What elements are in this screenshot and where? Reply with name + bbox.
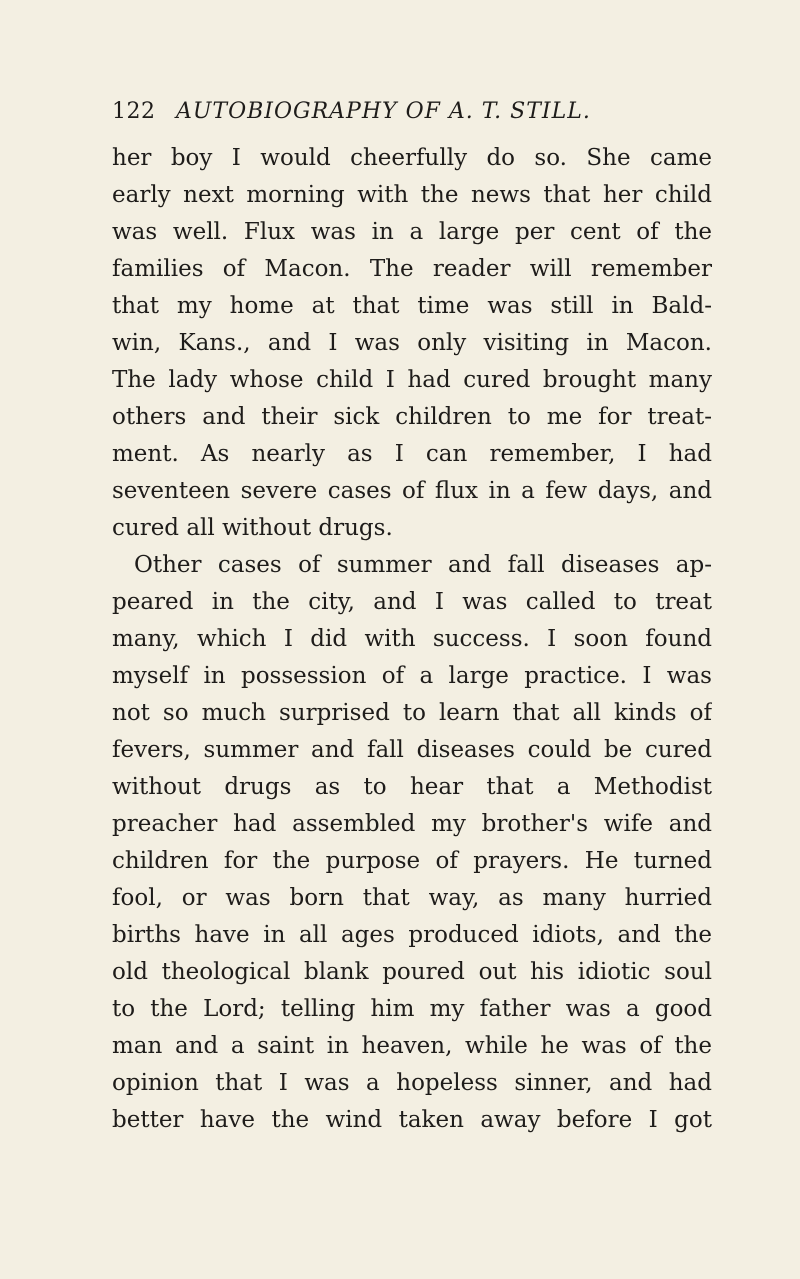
text-line: preacher had assembled my brother's wife and [112,811,712,837]
text-line: myself in possession of a large practice. I was [112,663,712,689]
text-line: cured all without drugs. [112,515,393,541]
text-line: her boy I would cheerfully do so. She came [112,145,712,171]
text-line: others and their sick children to me for treat- [112,404,712,430]
running-title: AUTOBIOGRAPHY OF A. T. STILL. [176,99,591,124]
text-line: peared in the city, and I was called to treat [112,589,712,615]
text-line: win, Kans., and I was only visiting in Macon. [112,330,712,356]
text-line: old theological blank poured out his idiotic soul [112,959,712,985]
text-line: that my home at that time was still in Bald- [112,293,712,319]
text-line: many, which I did with success. I soon found [112,626,712,652]
paragraph-1 [112,140,712,547]
text-line: man and a saint in heaven, while he was of the [112,1033,712,1059]
page-number: 122 [112,99,156,124]
text-line: early next morning with the news that her child [112,182,712,208]
text-line: seventeen severe cases of flux in a few days, and [112,478,712,504]
text-line: families of Macon. The reader will remember [112,256,712,282]
text-line: without drugs as to hear that a Methodist [112,774,712,800]
body-text [112,140,712,1139]
text-line: births have in all ages produced idiots, and the [112,922,712,948]
text-line: better have the wind taken away before I got [112,1107,712,1133]
paragraph-2 [112,547,712,1139]
text-line: fevers, summer and fall diseases could be cured [112,737,712,763]
running-head [112,94,712,130]
text-line: to the Lord; telling him my father was a good [112,996,712,1022]
text-line: fool, or was born that way, as many hurried [112,885,712,911]
text-line: not so much surprised to learn that all kinds of [112,700,712,726]
text-line: ment. As nearly as I can remember, I had [112,441,712,467]
text-line: Other cases of summer and fall diseases ap- [134,552,712,578]
text-line: was well. Flux was in a large per cent of the [112,219,712,245]
text-line: opinion that I was a hopeless sinner, and had [112,1070,712,1096]
text-line: The lady whose child I had cured brought many [112,367,712,393]
text-line: children for the purpose of prayers. He turned [112,848,712,874]
